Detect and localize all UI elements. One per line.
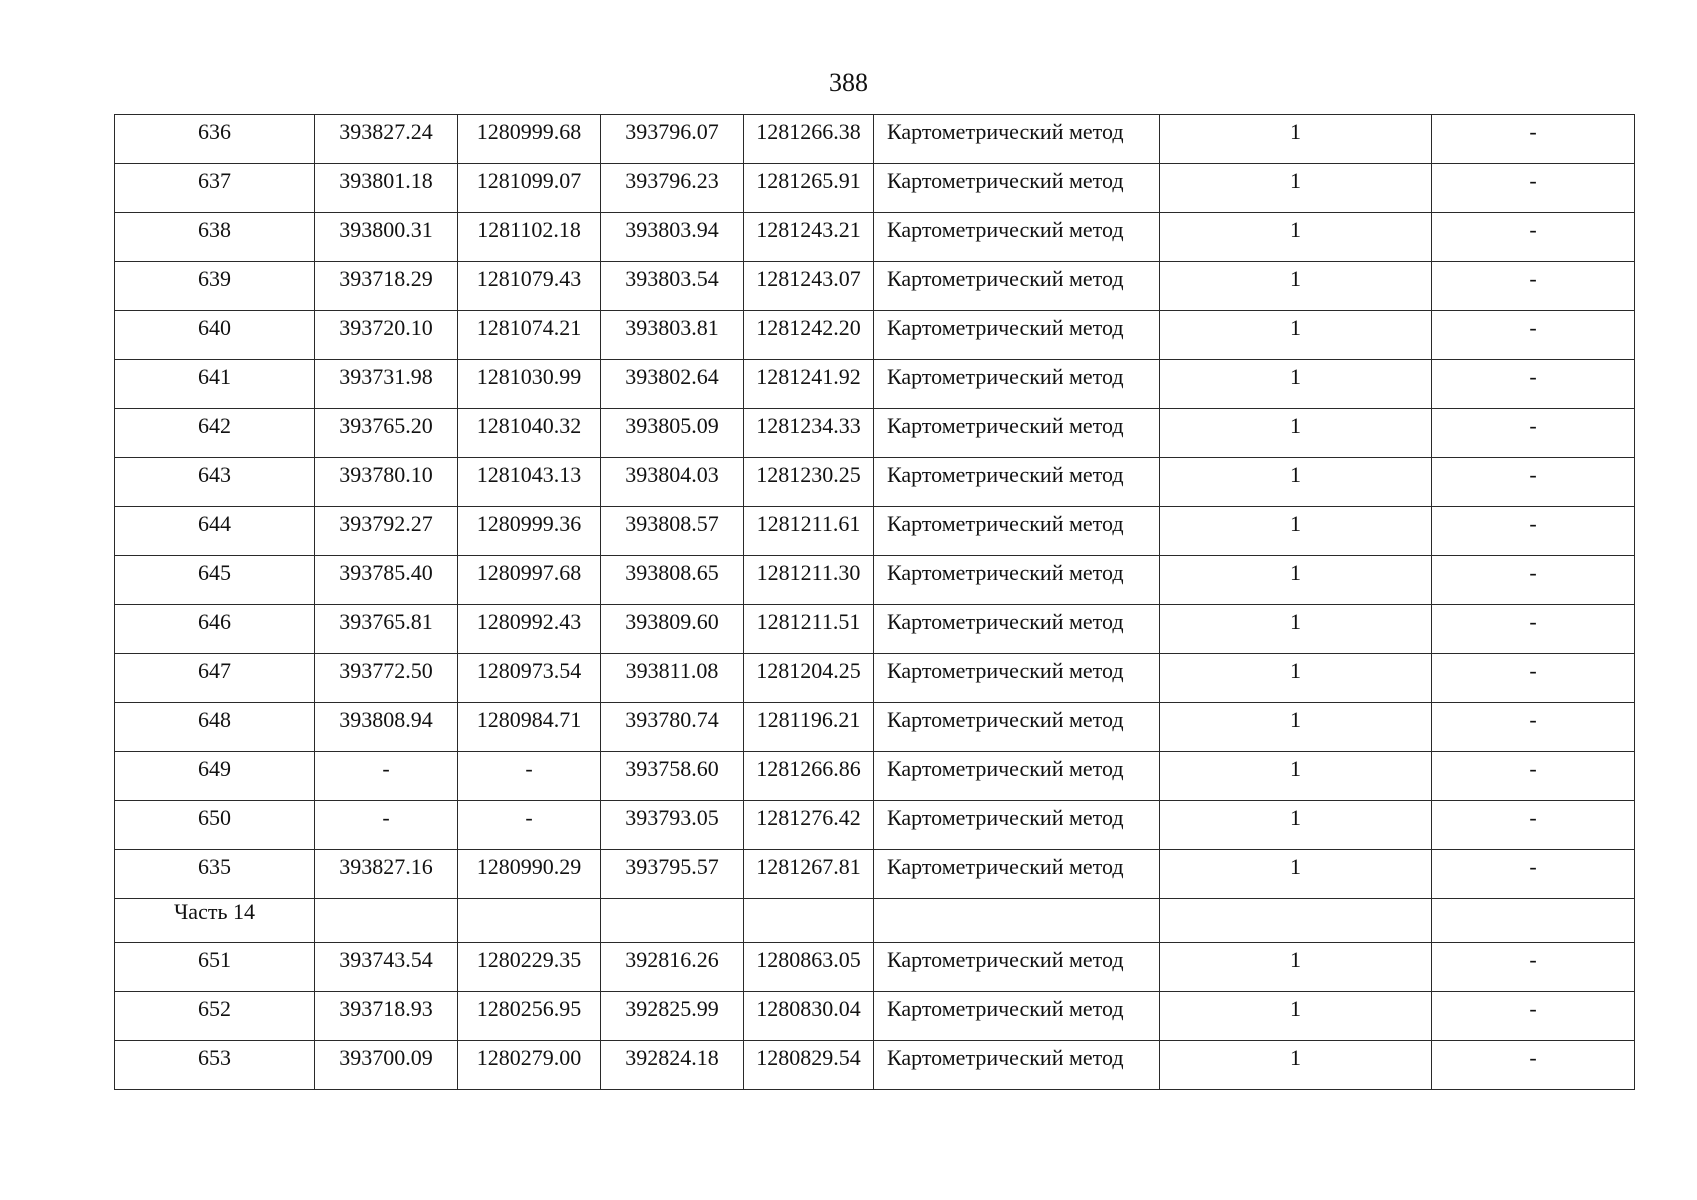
precision-cell: 1	[1160, 360, 1432, 409]
note-cell: -	[1432, 605, 1635, 654]
existing-x-cell: 393731.98	[315, 360, 458, 409]
table-body	[115, 115, 1635, 1090]
method-cell: Картометрический метод	[874, 654, 1160, 703]
new-y-cell: 1281211.51	[744, 605, 874, 654]
precision-cell: 1	[1160, 409, 1432, 458]
method-cell: Картометрический метод	[874, 801, 1160, 850]
point-number-cell: 639	[115, 262, 315, 311]
existing-y-cell: -	[458, 801, 601, 850]
existing-y-cell: 1281102.18	[458, 213, 601, 262]
note-cell: -	[1432, 703, 1635, 752]
new-y-cell: 1280829.54	[744, 1041, 874, 1090]
existing-y-cell: 1280229.35	[458, 943, 601, 992]
new-x-cell: 393804.03	[601, 458, 744, 507]
existing-x-cell: 393718.29	[315, 262, 458, 311]
new-x-cell: 393808.57	[601, 507, 744, 556]
existing-x-cell: 393827.16	[315, 850, 458, 899]
point-number-cell: 652	[115, 992, 315, 1041]
new-y-cell: 1281267.81	[744, 850, 874, 899]
new-x-cell: 393793.05	[601, 801, 744, 850]
new-x-cell: 393803.81	[601, 311, 744, 360]
new-y-cell: 1281196.21	[744, 703, 874, 752]
page-number: 388	[829, 68, 868, 97]
point-number-cell: 648	[115, 703, 315, 752]
method-cell: Картометрический метод	[874, 943, 1160, 992]
empty-cell	[1160, 899, 1432, 943]
table-row	[115, 703, 1635, 752]
existing-x-cell: 393792.27	[315, 507, 458, 556]
note-cell: -	[1432, 801, 1635, 850]
table-row	[115, 262, 1635, 311]
new-y-cell: 1281211.30	[744, 556, 874, 605]
note-cell: -	[1432, 409, 1635, 458]
new-x-cell: 393796.23	[601, 164, 744, 213]
table-row	[115, 458, 1635, 507]
new-y-cell: 1280863.05	[744, 943, 874, 992]
table-row	[115, 992, 1635, 1041]
method-cell: Картометрический метод	[874, 1041, 1160, 1090]
method-cell: Картометрический метод	[874, 556, 1160, 605]
note-cell: -	[1432, 992, 1635, 1041]
empty-cell	[874, 899, 1160, 943]
new-x-cell: 392825.99	[601, 992, 744, 1041]
precision-cell: 1	[1160, 801, 1432, 850]
new-x-cell: 393808.65	[601, 556, 744, 605]
new-y-cell: 1281243.21	[744, 213, 874, 262]
method-cell: Картометрический метод	[874, 262, 1160, 311]
existing-y-cell: 1280997.68	[458, 556, 601, 605]
point-number-cell: 653	[115, 1041, 315, 1090]
new-x-cell: 393809.60	[601, 605, 744, 654]
point-number-cell: 640	[115, 311, 315, 360]
new-y-cell: 1281234.33	[744, 409, 874, 458]
note-cell: -	[1432, 458, 1635, 507]
table-row	[115, 360, 1635, 409]
existing-y-cell: 1281040.32	[458, 409, 601, 458]
empty-cell	[315, 899, 458, 943]
empty-cell	[458, 899, 601, 943]
note-cell: -	[1432, 654, 1635, 703]
precision-cell: 1	[1160, 752, 1432, 801]
existing-x-cell: 393700.09	[315, 1041, 458, 1090]
existing-y-cell: 1281030.99	[458, 360, 601, 409]
new-y-cell: 1281276.42	[744, 801, 874, 850]
existing-y-cell: 1280999.68	[458, 115, 601, 164]
point-number-cell: 636	[115, 115, 315, 164]
existing-y-cell: 1280984.71	[458, 703, 601, 752]
point-number-cell: 643	[115, 458, 315, 507]
empty-cell	[744, 899, 874, 943]
table-row	[115, 605, 1635, 654]
existing-y-cell: 1281074.21	[458, 311, 601, 360]
existing-y-cell: -	[458, 752, 601, 801]
existing-x-cell: 393808.94	[315, 703, 458, 752]
method-cell: Картометрический метод	[874, 360, 1160, 409]
note-cell: -	[1432, 1041, 1635, 1090]
note-cell: -	[1432, 213, 1635, 262]
existing-x-cell: 393780.10	[315, 458, 458, 507]
new-y-cell: 1281266.38	[744, 115, 874, 164]
new-x-cell: 393796.07	[601, 115, 744, 164]
precision-cell: 1	[1160, 164, 1432, 213]
new-y-cell: 1281266.86	[744, 752, 874, 801]
method-cell: Картометрический метод	[874, 409, 1160, 458]
precision-cell: 1	[1160, 1041, 1432, 1090]
note-cell: -	[1432, 360, 1635, 409]
precision-cell: 1	[1160, 458, 1432, 507]
note-cell: -	[1432, 115, 1635, 164]
table-row	[115, 1041, 1635, 1090]
note-cell: -	[1432, 311, 1635, 360]
method-cell: Картометрический метод	[874, 311, 1160, 360]
table-row	[115, 943, 1635, 992]
empty-cell	[1432, 899, 1635, 943]
new-y-cell: 1281211.61	[744, 507, 874, 556]
new-x-cell: 393803.94	[601, 213, 744, 262]
existing-y-cell: 1281079.43	[458, 262, 601, 311]
method-cell: Картометрический метод	[874, 992, 1160, 1041]
table-row	[115, 409, 1635, 458]
existing-y-cell: 1280973.54	[458, 654, 601, 703]
table-row	[115, 752, 1635, 801]
new-x-cell: 393780.74	[601, 703, 744, 752]
precision-cell: 1	[1160, 850, 1432, 899]
existing-x-cell: 393800.31	[315, 213, 458, 262]
precision-cell: 1	[1160, 507, 1432, 556]
new-x-cell: 392816.26	[601, 943, 744, 992]
existing-x-cell: 393785.40	[315, 556, 458, 605]
table-row	[115, 311, 1635, 360]
existing-y-cell: 1281043.13	[458, 458, 601, 507]
existing-y-cell: 1280992.43	[458, 605, 601, 654]
new-x-cell: 393811.08	[601, 654, 744, 703]
note-cell: -	[1432, 752, 1635, 801]
new-x-cell: 393805.09	[601, 409, 744, 458]
table-row	[115, 115, 1635, 164]
table-row	[115, 164, 1635, 213]
method-cell: Картометрический метод	[874, 752, 1160, 801]
precision-cell: 1	[1160, 115, 1432, 164]
existing-x-cell: 393801.18	[315, 164, 458, 213]
coordinates-table	[114, 114, 1635, 1090]
existing-y-cell: 1280999.36	[458, 507, 601, 556]
empty-cell	[601, 899, 744, 943]
point-number-cell: 642	[115, 409, 315, 458]
method-cell: Картометрический метод	[874, 850, 1160, 899]
new-x-cell: 393803.54	[601, 262, 744, 311]
existing-x-cell: 393827.24	[315, 115, 458, 164]
point-number-cell: 644	[115, 507, 315, 556]
point-number-cell: 647	[115, 654, 315, 703]
new-y-cell: 1281241.92	[744, 360, 874, 409]
precision-cell: 1	[1160, 654, 1432, 703]
new-x-cell: 393795.57	[601, 850, 744, 899]
method-cell: Картометрический метод	[874, 605, 1160, 654]
precision-cell: 1	[1160, 311, 1432, 360]
table-row	[115, 556, 1635, 605]
new-y-cell: 1281265.91	[744, 164, 874, 213]
method-cell: Картометрический метод	[874, 458, 1160, 507]
new-y-cell: 1281230.25	[744, 458, 874, 507]
section-label: Часть 14	[115, 899, 315, 943]
point-number-cell: 637	[115, 164, 315, 213]
new-y-cell: 1281242.20	[744, 311, 874, 360]
table-row	[115, 654, 1635, 703]
point-number-cell: 649	[115, 752, 315, 801]
method-cell: Картометрический метод	[874, 507, 1160, 556]
existing-x-cell: -	[315, 801, 458, 850]
existing-x-cell: 393720.10	[315, 311, 458, 360]
new-x-cell: 392824.18	[601, 1041, 744, 1090]
note-cell: -	[1432, 507, 1635, 556]
method-cell: Картометрический метод	[874, 703, 1160, 752]
existing-y-cell: 1280256.95	[458, 992, 601, 1041]
point-number-cell: 638	[115, 213, 315, 262]
method-cell: Картометрический метод	[874, 213, 1160, 262]
point-number-cell: 646	[115, 605, 315, 654]
method-cell: Картометрический метод	[874, 115, 1160, 164]
precision-cell: 1	[1160, 556, 1432, 605]
new-x-cell: 393802.64	[601, 360, 744, 409]
precision-cell: 1	[1160, 262, 1432, 311]
table-row	[115, 213, 1635, 262]
precision-cell: 1	[1160, 992, 1432, 1041]
table-row	[115, 507, 1635, 556]
point-number-cell: 650	[115, 801, 315, 850]
note-cell: -	[1432, 850, 1635, 899]
point-number-cell: 645	[115, 556, 315, 605]
new-y-cell: 1281243.07	[744, 262, 874, 311]
new-x-cell: 393758.60	[601, 752, 744, 801]
point-number-cell: 641	[115, 360, 315, 409]
method-cell: Картометрический метод	[874, 164, 1160, 213]
existing-y-cell: 1280279.00	[458, 1041, 601, 1090]
note-cell: -	[1432, 164, 1635, 213]
table-row	[115, 850, 1635, 899]
existing-x-cell: 393765.81	[315, 605, 458, 654]
precision-cell: 1	[1160, 703, 1432, 752]
new-y-cell: 1281204.25	[744, 654, 874, 703]
existing-y-cell: 1281099.07	[458, 164, 601, 213]
existing-x-cell: -	[315, 752, 458, 801]
point-number-cell: 651	[115, 943, 315, 992]
existing-x-cell: 393718.93	[315, 992, 458, 1041]
table-row	[115, 801, 1635, 850]
point-number-cell: 635	[115, 850, 315, 899]
new-y-cell: 1280830.04	[744, 992, 874, 1041]
precision-cell: 1	[1160, 943, 1432, 992]
note-cell: -	[1432, 262, 1635, 311]
existing-y-cell: 1280990.29	[458, 850, 601, 899]
existing-x-cell: 393743.54	[315, 943, 458, 992]
precision-cell: 1	[1160, 213, 1432, 262]
note-cell: -	[1432, 943, 1635, 992]
existing-x-cell: 393772.50	[315, 654, 458, 703]
existing-x-cell: 393765.20	[315, 409, 458, 458]
section-header-row	[115, 899, 1635, 943]
precision-cell: 1	[1160, 605, 1432, 654]
note-cell: -	[1432, 556, 1635, 605]
